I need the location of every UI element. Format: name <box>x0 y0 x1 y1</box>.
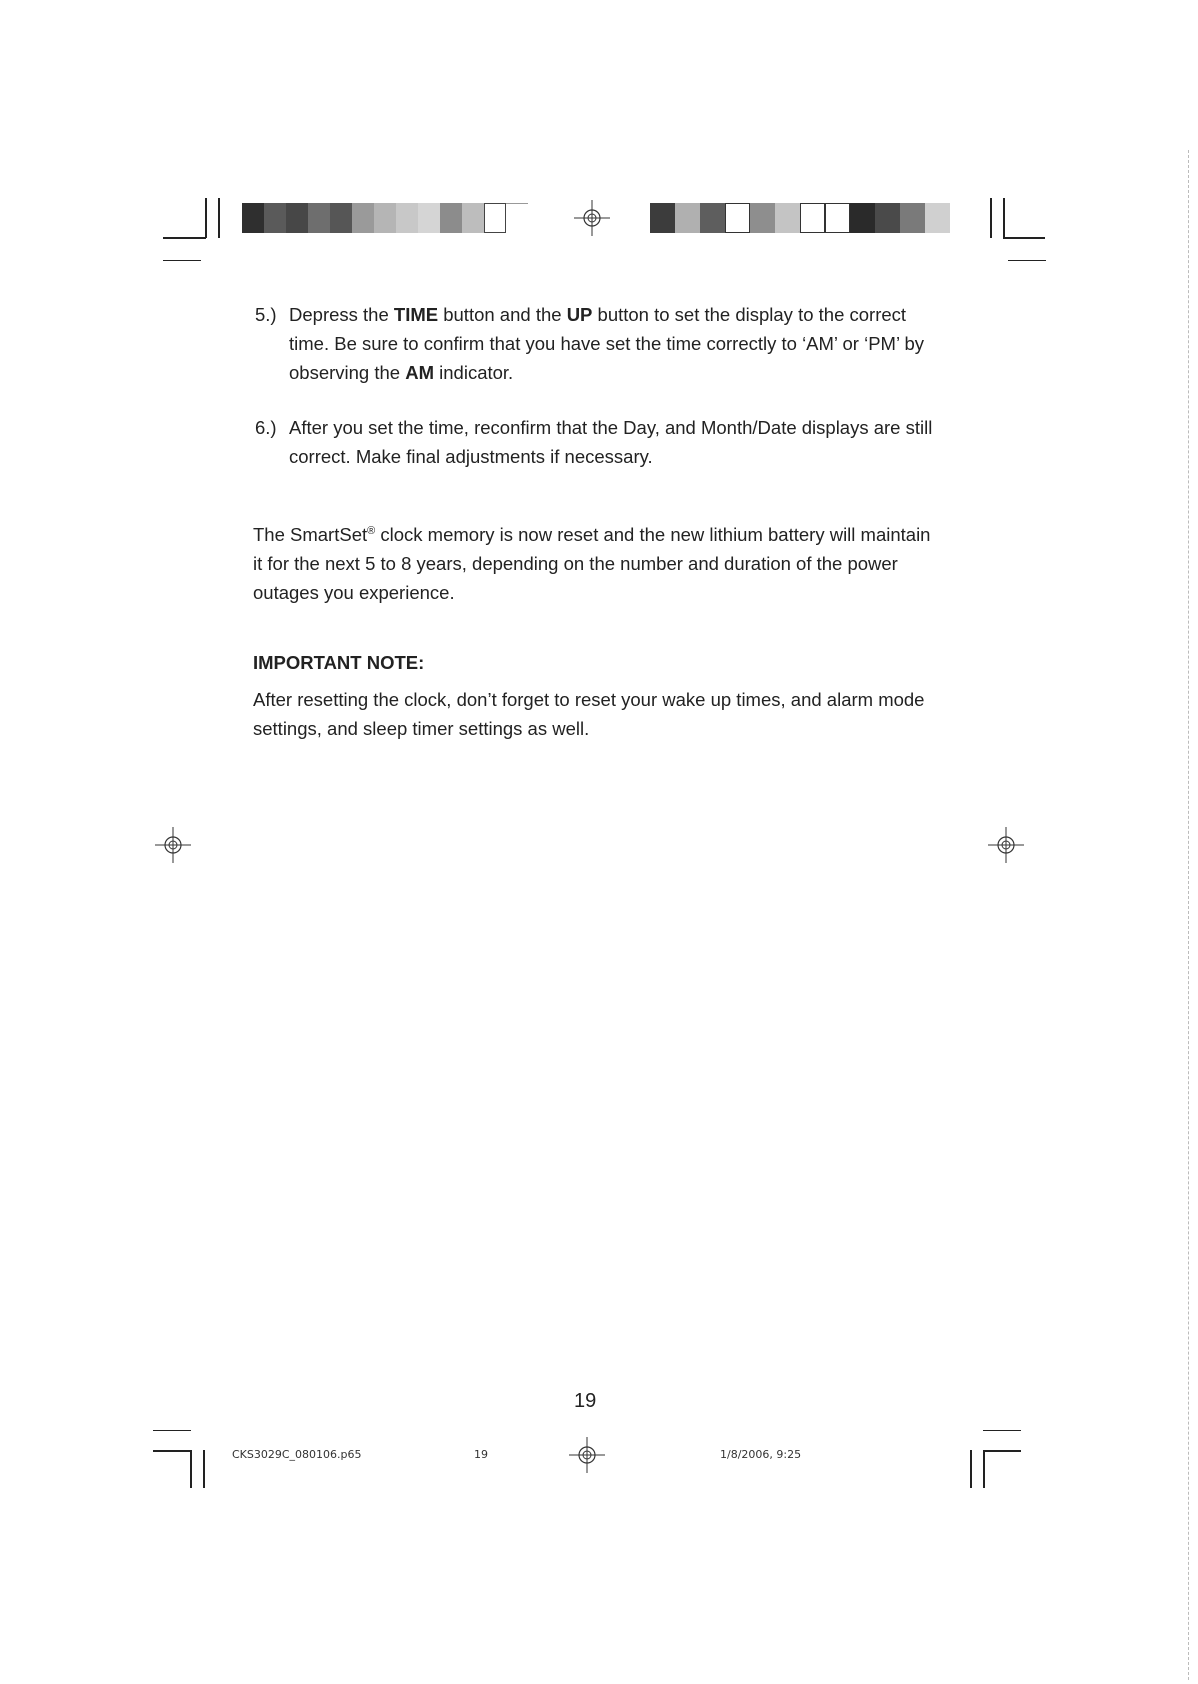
time-button-label: TIME <box>393 304 439 325</box>
crop-mark-bottom-right-trim <box>983 1430 1021 1431</box>
list-text: After you set the time, reconfirm that the Day, and Month/Date displays are still correct. Make final adjustments if necessary. <box>289 417 933 467</box>
crop-mark-bottom-right-vertical-2 <box>970 1450 972 1488</box>
footer-filename: CKS3029C_080106.p65 <box>232 1448 362 1461</box>
crop-mark-top-right-vertical-2 <box>1003 198 1005 238</box>
footer-page: 19 <box>474 1448 488 1461</box>
important-note-text: After resetting the clock, don’t forget to reset your wake up times, and alarm mode settings, and sleep timer settings as well. <box>253 689 925 739</box>
crop-mark-top-left-vertical-2 <box>218 198 220 238</box>
crop-mark-bottom-left-vertical <box>190 1450 192 1488</box>
crop-mark-top-left-vertical <box>205 198 207 238</box>
important-note-heading: IMPORTANT NOTE: <box>253 652 425 673</box>
color-bar-right <box>650 203 950 233</box>
crop-mark-top-right-horizontal <box>1003 237 1045 239</box>
list-number: 5.) <box>255 304 277 325</box>
am-indicator-label: AM <box>405 362 434 383</box>
crop-mark-top-right-vertical <box>990 198 992 238</box>
page-number: 19 <box>574 1390 597 1412</box>
crop-mark-bottom-left-trim <box>153 1430 191 1431</box>
list-text: Depress the TIME button and the UP button to set the display to the correct time. Be sure to confirm that you have set the time correctly to ‘AM’ or ‘PM’ by observing the AM indicator. <box>289 304 925 383</box>
list-number: 6.) <box>255 417 277 438</box>
crop-mark-bottom-right-vertical <box>983 1450 985 1488</box>
gray-scale-bar-left <box>242 203 529 233</box>
footer-datetime: 1/8/2006, 9:25 <box>720 1448 802 1461</box>
crop-mark-top-right-trim <box>1008 260 1046 261</box>
crop-mark-top-left-horizontal <box>163 237 206 239</box>
crop-mark-bottom-left-vertical-2 <box>203 1450 205 1488</box>
registration-mark-top-icon <box>572 198 612 238</box>
scan-edge-line <box>1188 150 1190 1680</box>
crop-mark-bottom-right-horizontal <box>983 1450 1021 1452</box>
registration-mark-right-icon <box>986 825 1026 865</box>
smartset-paragraph: The SmartSet® clock memory is now reset and the new lithium battery will maintain it for the next 5 to 8 years, depending on the number and duration of the power outages you experience. <box>253 524 931 604</box>
registration-mark-left-icon <box>153 825 193 865</box>
up-button-label: UP <box>566 304 593 325</box>
crop-mark-bottom-left-horizontal <box>153 1450 191 1452</box>
crop-mark-top-left-trim <box>163 260 201 261</box>
registration-mark-bottom-icon <box>567 1435 607 1475</box>
